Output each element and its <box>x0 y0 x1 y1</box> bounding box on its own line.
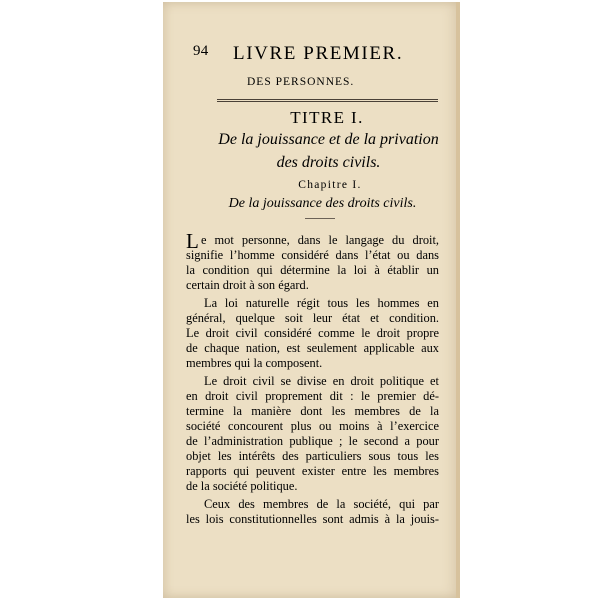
body-line: membres qui la composent. <box>186 356 323 370</box>
body-line: les lois constitutionnelles sont admis à la jouis- <box>186 512 439 526</box>
body-line: termine la manière dont les membres de la <box>186 404 439 418</box>
body-line: Le droit civil considéré comme le droit propre <box>186 326 439 340</box>
drop-cap: L <box>186 229 199 253</box>
chapitre-heading: Chapitre I. <box>298 179 362 191</box>
header-rule <box>217 99 438 100</box>
body-line: la condition qui détermine la loi à établir un <box>186 263 439 277</box>
page-edge <box>456 2 460 598</box>
body-line: La loi naturelle régit tous les hommes en <box>204 296 439 310</box>
body-line: rapports qui peuvent exister entre les membres <box>186 464 439 478</box>
body-line: Le droit civil se divise en droit politique et <box>204 374 439 388</box>
book-subtitle: DES PERSONNES. <box>247 76 355 88</box>
chapter-divider <box>305 218 335 219</box>
titre-heading: TITRE I. <box>290 108 364 127</box>
titre-subheading-line-2: des droits civils. <box>276 154 381 171</box>
body-line: e mot personne, dans le langage du droit, <box>201 233 439 247</box>
body-line: de chaque nation, est seulement applicable aux <box>186 341 439 355</box>
body-line: en droit civil proprement dit : le premier dé- <box>186 389 439 403</box>
body-line: signifie l’homme considéré dans l’état ou dans <box>186 248 439 262</box>
body-line: de l’administration publique ; le second a pour <box>186 434 439 448</box>
body-line: société concourent plus ou moins à l’exercice <box>186 419 439 433</box>
body-line: de la société politique. <box>186 479 298 493</box>
body-line: général, quelque soit leur état et condition. <box>186 311 439 325</box>
header-rule-thin <box>217 101 438 102</box>
body-line: certain droit à son égard. <box>186 278 309 292</box>
chapter-title: De la jouissance des droits civils. <box>228 196 417 211</box>
body-line: objet les intérêts des particuliers sous tous les <box>186 449 439 463</box>
body-line: Ceux des membres de la société, qui par <box>204 497 439 511</box>
titre-subheading-line-1: De la jouissance et de la privation <box>218 131 439 148</box>
book-title: LIVRE PREMIER. <box>233 43 404 64</box>
page-number: 94 <box>193 43 209 59</box>
